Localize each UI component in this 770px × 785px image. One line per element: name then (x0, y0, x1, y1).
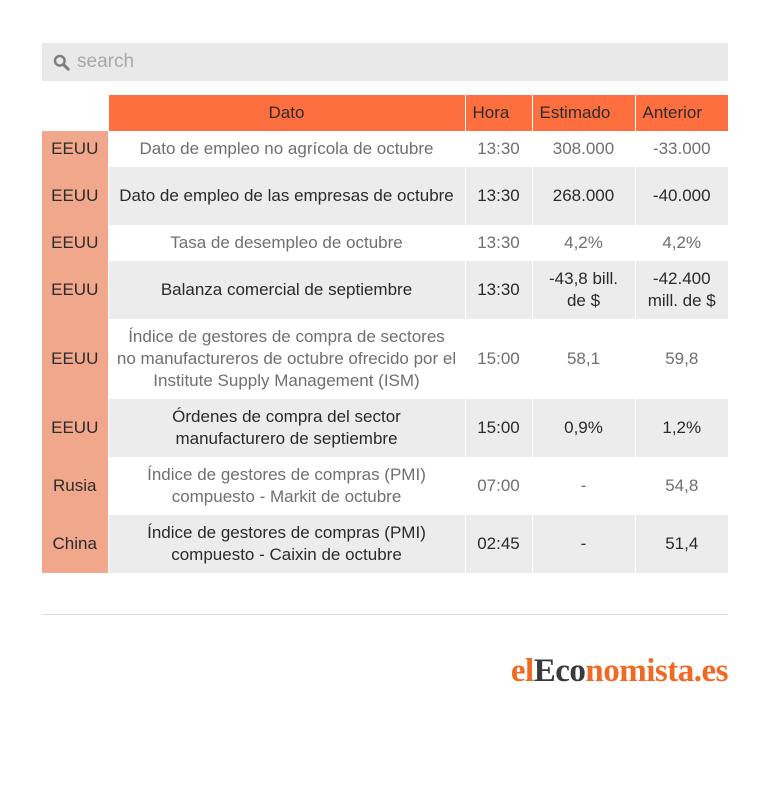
row-anterior: 1,2% (635, 399, 728, 457)
table-row (42, 515, 728, 573)
row-hora: 15:00 (465, 399, 532, 457)
row-estimado: 268.000 (532, 167, 635, 225)
row-hora: 07:00 (465, 457, 532, 515)
row-hora: 13:30 (465, 131, 532, 167)
row-dato: Dato de empleo no agrícola de octubre (108, 131, 465, 167)
header-hora[interactable]: Hora (465, 95, 532, 131)
logo-part-nomista: nomista.es (585, 653, 728, 689)
header-country (42, 95, 108, 131)
table-header-row (42, 95, 728, 131)
row-country: Rusia (42, 457, 108, 515)
row-hora: 02:45 (465, 515, 532, 573)
row-dato: Índice de gestores de compras (PMI) compuesto - Markit de octubre (108, 457, 465, 515)
table-row (42, 457, 728, 515)
table-row (42, 225, 728, 261)
search-bar[interactable] (42, 43, 728, 81)
row-anterior: -33.000 (635, 131, 728, 167)
row-country: EEUU (42, 225, 108, 261)
row-anterior: -42.400 mill. de $ (635, 261, 728, 319)
row-anterior: 59,8 (635, 319, 728, 399)
row-dato: Tasa de desempleo de octubre (108, 225, 465, 261)
search-icon (52, 53, 70, 71)
header-dato[interactable]: Dato (108, 95, 465, 131)
row-country: EEUU (42, 399, 108, 457)
table-row (42, 131, 728, 167)
table-row (42, 261, 728, 319)
logo-part-eco: Eco (533, 653, 586, 689)
row-estimado: - (532, 457, 635, 515)
header-estimado[interactable]: Estimado (532, 95, 635, 131)
row-hora: 15:00 (465, 319, 532, 399)
row-hora: 13:30 (465, 225, 532, 261)
row-anterior: -40.000 (635, 167, 728, 225)
row-dato: Dato de empleo de las empresas de octubre (108, 167, 465, 225)
row-estimado: -43,8 bill. de $ (532, 261, 635, 319)
row-estimado: 308.000 (532, 131, 635, 167)
row-hora: 13:30 (465, 261, 532, 319)
header-anterior[interactable]: Anterior (635, 95, 728, 131)
table-row (42, 399, 728, 457)
row-country: EEUU (42, 319, 108, 399)
logo-part-el: el (510, 653, 534, 689)
eleconomista-logo[interactable] (511, 652, 728, 690)
row-estimado: - (532, 515, 635, 573)
row-country: EEUU (42, 167, 108, 225)
row-dato: Índice de gestores de compras (PMI) compuesto - Caixin de octubre (108, 515, 465, 573)
table-row (42, 319, 728, 399)
row-dato: Balanza comercial de septiembre (108, 261, 465, 319)
row-anterior: 4,2% (635, 225, 728, 261)
row-estimado: 0,9% (532, 399, 635, 457)
economic-calendar-table (42, 95, 728, 573)
row-dato: Órdenes de compra del sector manufacturero de septiembre (108, 399, 465, 457)
row-country: China (42, 515, 108, 573)
row-hora: 13:30 (465, 167, 532, 225)
row-country: EEUU (42, 261, 108, 319)
row-estimado: 4,2% (532, 225, 635, 261)
row-estimado: 58,1 (532, 319, 635, 399)
footer-divider (42, 614, 728, 615)
search-input[interactable] (77, 51, 677, 73)
row-country: EEUU (42, 131, 108, 167)
row-dato: Índice de gestores de compra de sectores no manufactureros de octubre ofrecido por el Institute Supply Management (ISM) (108, 319, 465, 399)
row-anterior: 51,4 (635, 515, 728, 573)
row-anterior: 54,8 (635, 457, 728, 515)
table-row (42, 167, 728, 225)
